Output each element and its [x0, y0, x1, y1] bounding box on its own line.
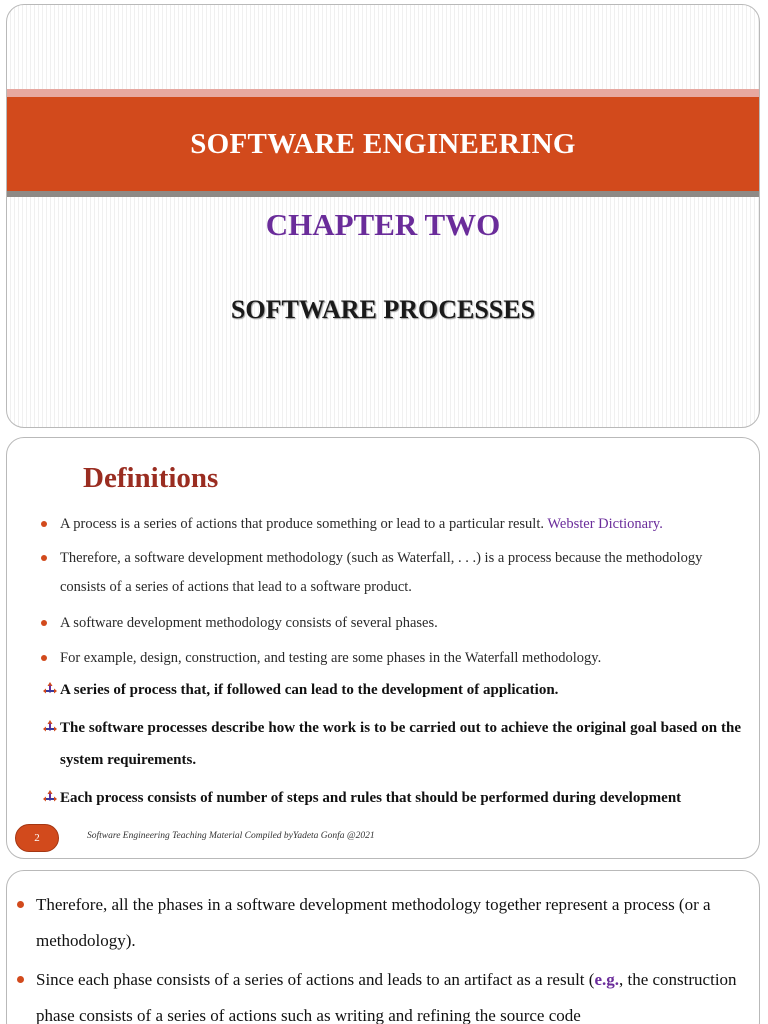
source-citation: Webster Dictionary.	[547, 516, 663, 532]
list-item	[41, 544, 741, 602]
bullet-dot-icon	[17, 901, 24, 908]
bullet-dot-icon	[41, 555, 47, 561]
title-band-top-stripe	[7, 89, 759, 97]
slide-heading: Definitions	[83, 462, 219, 494]
bullet-text-continued: , the construction phase consists of a series of actions such as writing and refining the source code	[36, 970, 737, 1024]
bullet-text: For example, design, construction, and testing are some phases in the Waterfall methodology.	[60, 650, 602, 666]
chapter-title: CHAPTER TWO	[265, 207, 501, 242]
list-item	[41, 644, 741, 673]
bullet-text: A software development methodology consists of several phases.	[60, 615, 438, 631]
arrow-list-item	[43, 782, 741, 814]
continuation-slide	[6, 870, 760, 1024]
four-way-arrow-icon	[43, 682, 57, 696]
chapter-subtitle: SOFTWARE PROCESSES	[230, 295, 536, 324]
definitions-slide	[6, 437, 760, 859]
example-abbrev: e.g.	[594, 970, 619, 989]
bullet-dot-icon	[17, 976, 24, 983]
arrow-item-text: A series of process that, if followed can lead to the development of application.	[60, 682, 559, 698]
list-item	[41, 609, 741, 638]
list-item	[41, 510, 741, 539]
bullet-text: Therefore, all the phases in a software development methodology together represent a process (or a methodology).	[36, 895, 711, 950]
list-item	[17, 962, 747, 1024]
bullet-dot-icon	[41, 620, 47, 626]
title-slide	[6, 4, 760, 428]
bullet-text: Therefore, a software development methodology (such as Waterfall, . . .) is a process because the methodology consists of a series of actions that lead to a software product.	[60, 550, 703, 595]
arrow-item-text: The software processes describe how the work is to be carried out to achieve the original goal based on the system requirements.	[60, 720, 741, 768]
four-way-arrow-icon	[43, 720, 57, 734]
slide-footer: Software Engineering Teaching Material Compiled byYadeta Gonfa @2021	[87, 831, 375, 841]
arrow-item-text: Each process consists of number of steps and rules that should be performed during development	[60, 790, 682, 806]
four-way-arrow-icon	[43, 790, 57, 804]
bullet-dot-icon	[41, 655, 47, 661]
bullet-text: A process is a series of actions that produce something or lead to a particular result.	[60, 516, 544, 532]
title-band-bottom-stripe	[7, 191, 759, 197]
page-number-badge: 2	[15, 824, 59, 852]
course-title: SOFTWARE ENGINEERING	[190, 127, 576, 160]
bullet-text: Since each phase consists of a series of actions and leads to an artifact as a result (	[36, 970, 595, 989]
title-band	[7, 97, 759, 191]
arrow-list-item	[43, 712, 741, 776]
bullet-dot-icon	[41, 521, 47, 527]
arrow-list-item	[43, 674, 741, 706]
list-item	[17, 887, 747, 959]
